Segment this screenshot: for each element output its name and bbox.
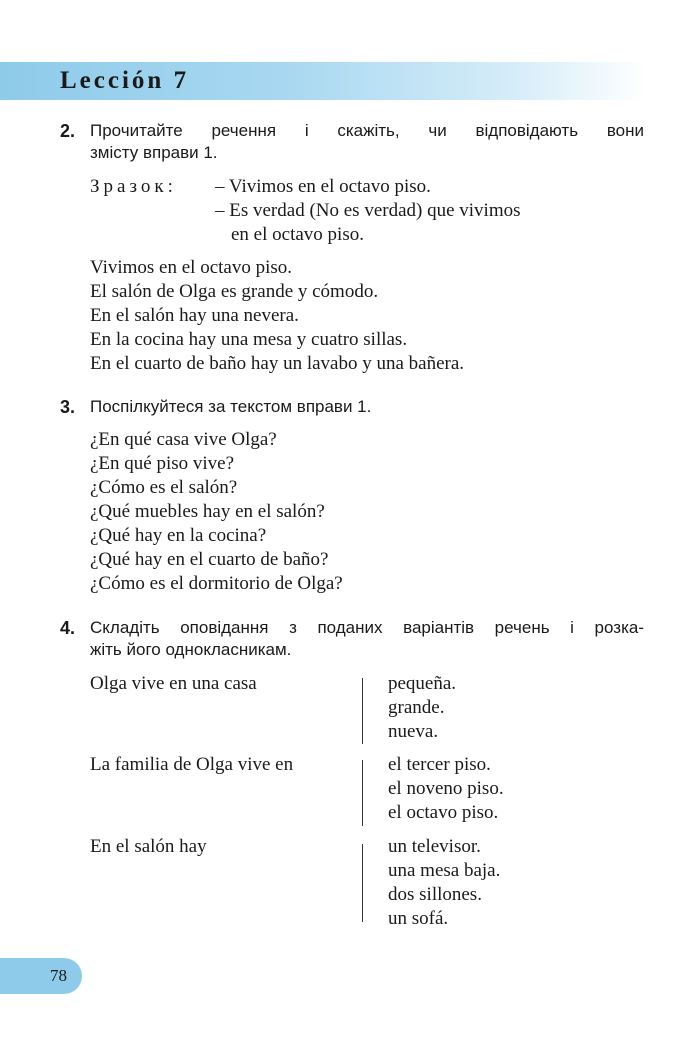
sample-line-1: – Vivimos en el octavo piso. <box>215 176 431 197</box>
exercise-3-number: 3. <box>60 397 76 417</box>
exercise-2-instruction <box>90 120 644 164</box>
sample-line-3: en el octavo piso. <box>231 224 364 245</box>
sentence-option: un sofá. <box>388 908 449 929</box>
exercise-3-question: ¿Qué hay en el cuarto de baño? <box>90 549 329 570</box>
page-number-tab <box>0 958 82 994</box>
exercise-2-instruction-line-2: змісту вправи 1. <box>90 143 218 162</box>
sentence-option: nueva. <box>388 721 439 742</box>
sentence-start: La familia de Olga vive en <box>90 754 294 775</box>
exercise-4-number: 4. <box>60 618 76 638</box>
sentence-option: grande. <box>388 697 445 718</box>
exercise-3-question: ¿Cómo es el salón? <box>90 477 238 498</box>
exercise-2-sentence: Vivimos en el octavo piso. <box>90 257 293 278</box>
exercise-3-question: ¿En qué casa vive Olga? <box>90 429 277 450</box>
option-divider <box>362 844 363 922</box>
exercise-3-instruction: Поспілкуйтеся за текстом вправи 1. <box>90 397 372 416</box>
sentence-option: el octavo piso. <box>388 802 499 823</box>
exercise-2-sentence: En la cocina hay una mesa y cuatro sillas. <box>90 329 408 350</box>
exercise-3-question: ¿En qué piso vive? <box>90 453 235 474</box>
exercise-2-instruction-line-1: Прочитайте речення і скажіть, чи відповідають вони <box>90 121 644 140</box>
sentence-option: dos sillones. <box>388 884 482 905</box>
exercise-3-question: ¿Cómo es el dormitorio de Olga? <box>90 573 343 594</box>
exercise-2-sentence: En el salón hay una nevera. <box>90 305 299 326</box>
lesson-title: Lección 7 <box>60 67 190 94</box>
option-divider <box>362 760 363 826</box>
exercise-4-instruction <box>90 617 644 661</box>
sample-label: Зразок: <box>90 176 177 197</box>
exercise-3-question: ¿Qué muebles hay en el salón? <box>90 501 325 522</box>
sentence-start: En el salón hay <box>90 836 207 857</box>
sample-line-2: – Es verdad (No es verdad) que vivimos <box>215 200 521 221</box>
page-number: 78 <box>50 966 67 985</box>
sentence-option: un televisor. <box>388 836 481 857</box>
sentence-option: el noveno piso. <box>388 778 504 799</box>
exercise-2-number: 2. <box>60 121 76 141</box>
sentence-option: una mesa baja. <box>388 860 501 881</box>
exercise-2-sentence: El salón de Olga es grande y cómodo. <box>90 281 379 302</box>
option-divider <box>362 678 363 744</box>
sentence-option: pequeña. <box>388 673 457 694</box>
sentence-option: el tercer piso. <box>388 754 491 775</box>
exercise-4-instruction-line-2: жіть його однокласникам. <box>90 640 292 659</box>
exercise-4-instruction-line-1: Складіть оповідання з поданих варіантів речень і розка- <box>90 618 644 637</box>
sentence-start: Olga vive en una casa <box>90 673 257 694</box>
exercise-2-sentence: En el cuarto de baño hay un lavabo y una bañera. <box>90 353 465 374</box>
exercise-3-question: ¿Qué hay en la cocina? <box>90 525 267 546</box>
